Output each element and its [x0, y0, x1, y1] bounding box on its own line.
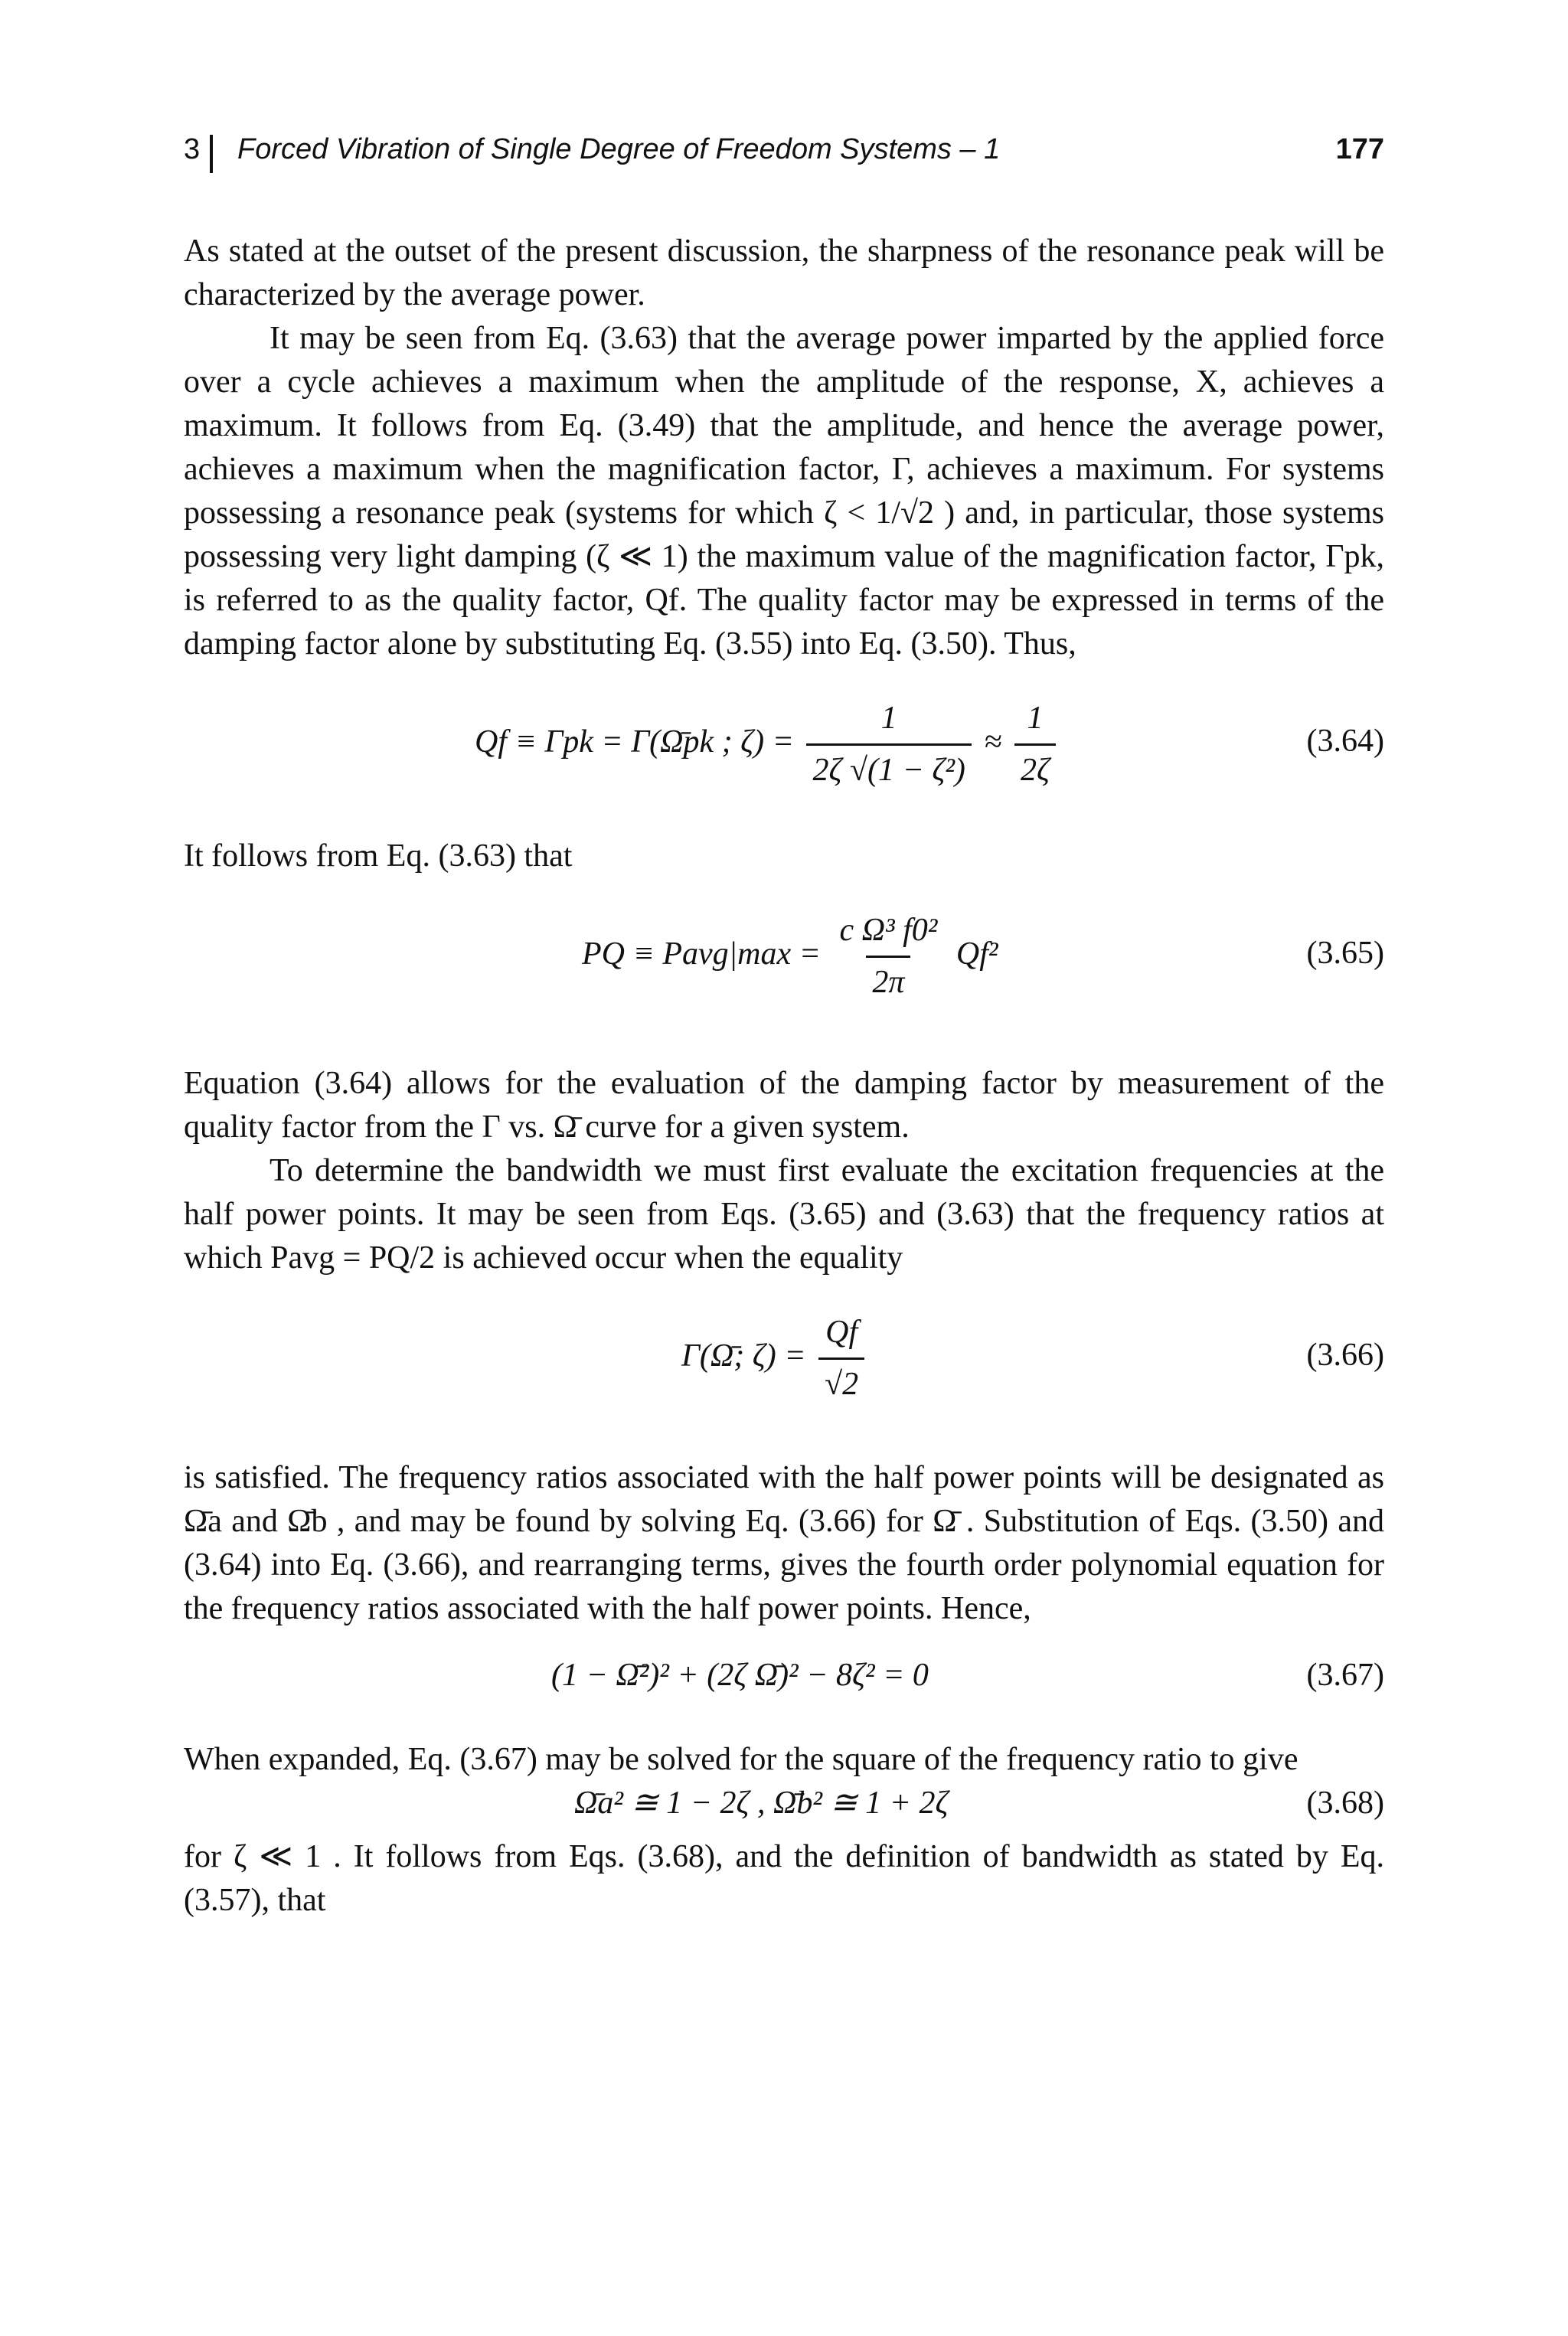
- chapter-title: Forced Vibration of Single Degree of Freedom Systems – 1: [237, 133, 1001, 165]
- eq364-den1: 2ζ √(1 − ζ²): [806, 743, 971, 792]
- eq366-den: √2: [818, 1357, 864, 1407]
- eq365-lhs: PQ ≡ Pavg|max =: [582, 936, 821, 972]
- eq367-number: (3.67): [1306, 1658, 1384, 1693]
- eq365-number: (3.65): [1306, 936, 1384, 971]
- eq364-lhs: Qf ≡ Γpk = Γ(Ω̄pk ; ζ) =: [475, 724, 794, 760]
- paragraph-1: As stated at the outset of the present discussion, the sharpness of the resonance peak will be characterized by the average power.: [184, 234, 1384, 312]
- running-header: [184, 133, 1384, 179]
- eq364-approx: ≈: [984, 724, 1002, 760]
- equation-3-68: [184, 1782, 1384, 1835]
- eq368-number: (3.68): [1306, 1785, 1384, 1821]
- chapter-number: 3: [184, 133, 201, 165]
- eq365-num: c Ω³ f0²: [839, 913, 938, 948]
- paragraph-8: for ζ ≪ 1 . It follows from Eqs. (3.68), and the definition of bandwidth as stated by Eq. (3.57), that: [184, 1839, 1384, 1918]
- eq366-number: (3.66): [1306, 1338, 1384, 1373]
- equation-3-65: [184, 894, 1384, 1047]
- eq366-num: Qf: [825, 1315, 858, 1350]
- eq366-fraction: [818, 1311, 864, 1407]
- paragraph-2: It may be seen from Eq. (3.63) that the average power imparted by the applied force over a cycle achieves a maximum when the amplitude of the response, X, achieves a maximum. It follows from Eq. (3.49) that the amplitude, and hence the average power, achieves a maximum when the magnification factor, Γ, achieves a maximum. For systems possessing a resonance peak (systems for which ζ < 1/√2 ) and, in particular, those systems possessing very light damping (ζ ≪ 1) the maximum value of the magnification factor, Γpk, is referred to as the quality factor, Qf. The quality factor may be expressed in terms of the damping factor alone by substituting Eq. (3.55) into Eq. (3.50). Thus,: [184, 321, 1384, 662]
- equation-3-66: [184, 1295, 1384, 1449]
- eq364-fraction-1: [806, 697, 971, 792]
- paragraph-3: It follows from Eq. (3.63) that: [184, 838, 573, 874]
- paragraph-7: When expanded, Eq. (3.67) may be solved for the square of the frequency ratio to give: [184, 1742, 1298, 1777]
- header-divider: [210, 135, 213, 173]
- page-body: [184, 230, 1384, 1923]
- page-number: 177: [1335, 133, 1384, 165]
- eq364-num2: 1: [1027, 701, 1044, 736]
- eq367-expr: (1 − Ω̄²)² + (2ζ Ω̄)² − 8ζ² = 0: [551, 1658, 929, 1693]
- equation-3-67: [184, 1646, 1384, 1715]
- eq364-number: (3.64): [1306, 724, 1384, 759]
- eq366-lhs: Γ(Ω̄; ζ) =: [681, 1338, 806, 1374]
- equation-3-64: [184, 674, 1384, 819]
- eq364-den2: 2ζ: [1014, 743, 1056, 792]
- paragraph-4: Equation (3.64) allows for the evaluation of the damping factor by measurement of the quality factor from the Γ vs. Ω̄ curve for a given system.: [184, 1066, 1384, 1145]
- eq364-num1: 1: [880, 701, 897, 736]
- eq365-fraction: [834, 909, 944, 1005]
- eq364-fraction-2: [1014, 697, 1056, 792]
- eq365-den: 2π: [866, 956, 910, 1005]
- eq368-expr: Ω̄a² ≅ 1 − 2ζ , Ω̄b² ≅ 1 + 2ζ: [574, 1785, 949, 1821]
- paragraph-6: is satisfied. The frequency ratios associated with the half power points will be designated as Ω̄a and Ω̄b , and may be found by solving Eq. (3.66) for Ω̄ . Substitution of Eqs. (3.50) and (3.64) into Eq. (3.66), and rearranging terms, gives the fourth order polynomial equation for the frequency ratios associated with the half power points. Hence,: [184, 1460, 1384, 1626]
- paragraph-5: To determine the bandwidth we must first evaluate the excitation frequencies at the half power points. It may be seen from Eqs. (3.65) and (3.63) that the frequency ratios at which Pavg = PQ/2 is achieved occur when the equality: [184, 1153, 1384, 1276]
- eq365-rhs: Qf²: [956, 936, 998, 972]
